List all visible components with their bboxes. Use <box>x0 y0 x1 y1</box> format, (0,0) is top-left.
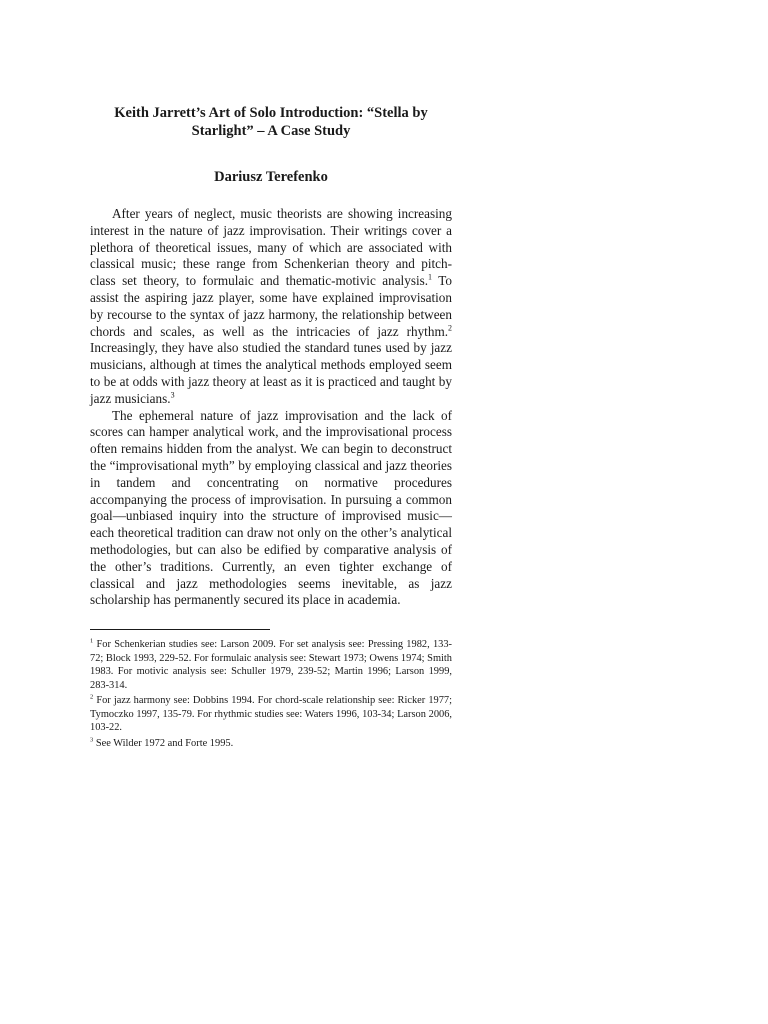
page <box>90 104 452 752</box>
paragraph-1 <box>90 206 452 408</box>
footnotes <box>90 638 452 750</box>
footnote-1 <box>90 638 452 692</box>
paragraph-text: After years of neglect, music theorists are showing increasing interest in the nature of jazz improvisation. Their writings cover a plethora of theoretical issues, many of which are associated with classical music; these range from Schenkerian theory and pitch-class set theory, to formulaic and thematic-motivic analysis. <box>90 206 452 289</box>
footnote-number: 2 <box>90 693 94 701</box>
footnote-number: 3 <box>90 736 94 744</box>
footnote-number: 1 <box>90 637 94 645</box>
footnote-ref-2[interactable]: 2 <box>448 323 452 333</box>
article-title: Keith Jarrett’s Art of Solo Introduction: “Stella by Starlight” – A Case Study <box>114 105 428 139</box>
paragraph-text: Increasingly, they have also studied the standard tunes used by jazz musicians, although at times the analytical methods employed seem to be at odds with jazz theory at least as it is practiced and taught by jazz musicians. <box>90 340 452 406</box>
article-author: Dariusz Terefenko <box>214 169 328 185</box>
footnote-3 <box>90 737 452 751</box>
paragraph-2 <box>90 408 452 610</box>
footnote-text: For Schenkerian studies see: Larson 2009. For set analysis see: Pressing 1982, 133-72; Block 1993, 229-52. For formulaic analysis see: Stewart 1973; Owens 1974; Smith 1983. For motivic analysis see: Schuller 1979, 239-52; Martin 1996; Larson 1999, 283-314. <box>90 639 452 691</box>
footnote-ref-3[interactable]: 3 <box>170 390 175 400</box>
footnote-ref-1[interactable]: 1 <box>428 272 433 282</box>
paragraph-text: To assist the aspiring jazz player, some have explained improvisation by recourse to the syntax of jazz harmony, the relationship between chords and scales, as well as the intricacies of jazz rhythm. <box>90 273 452 339</box>
footnote-text: See Wilder 1972 and Forte 1995. <box>93 737 234 749</box>
paragraph-text: The ephemeral nature of jazz improvisation and the lack of scores can hamper analytical work, and the improvisational process often remains hidden from the analyst. We can begin to deconstruct the “improvisational myth” by employing classical and jazz theories in tandem and concentrating on normative procedures accompanying the process of improvisation. In pursuing a common goal—unbiased inquiry into the structure of improvised music—each theoretical tradition can draw not only on the other’s analytical methodologies, but can also be edified by comparative analysis of the other’s traditions. Currently, an even tighter exchange of classical and jazz methodologies seems inevitable, as jazz scholarship has permanently secured its place in academia. <box>90 407 452 608</box>
footnote-divider <box>90 629 270 630</box>
article-body <box>90 206 452 609</box>
footnote-2 <box>90 694 452 735</box>
footnote-text: For jazz harmony see: Dobbins 1994. For chord-scale relationship see: Ricker 1977; Tymoczko 1997, 135-79. For rhythmic studies see: Waters 1996, 103-34; Larson 2006, 103-22. <box>90 695 452 734</box>
